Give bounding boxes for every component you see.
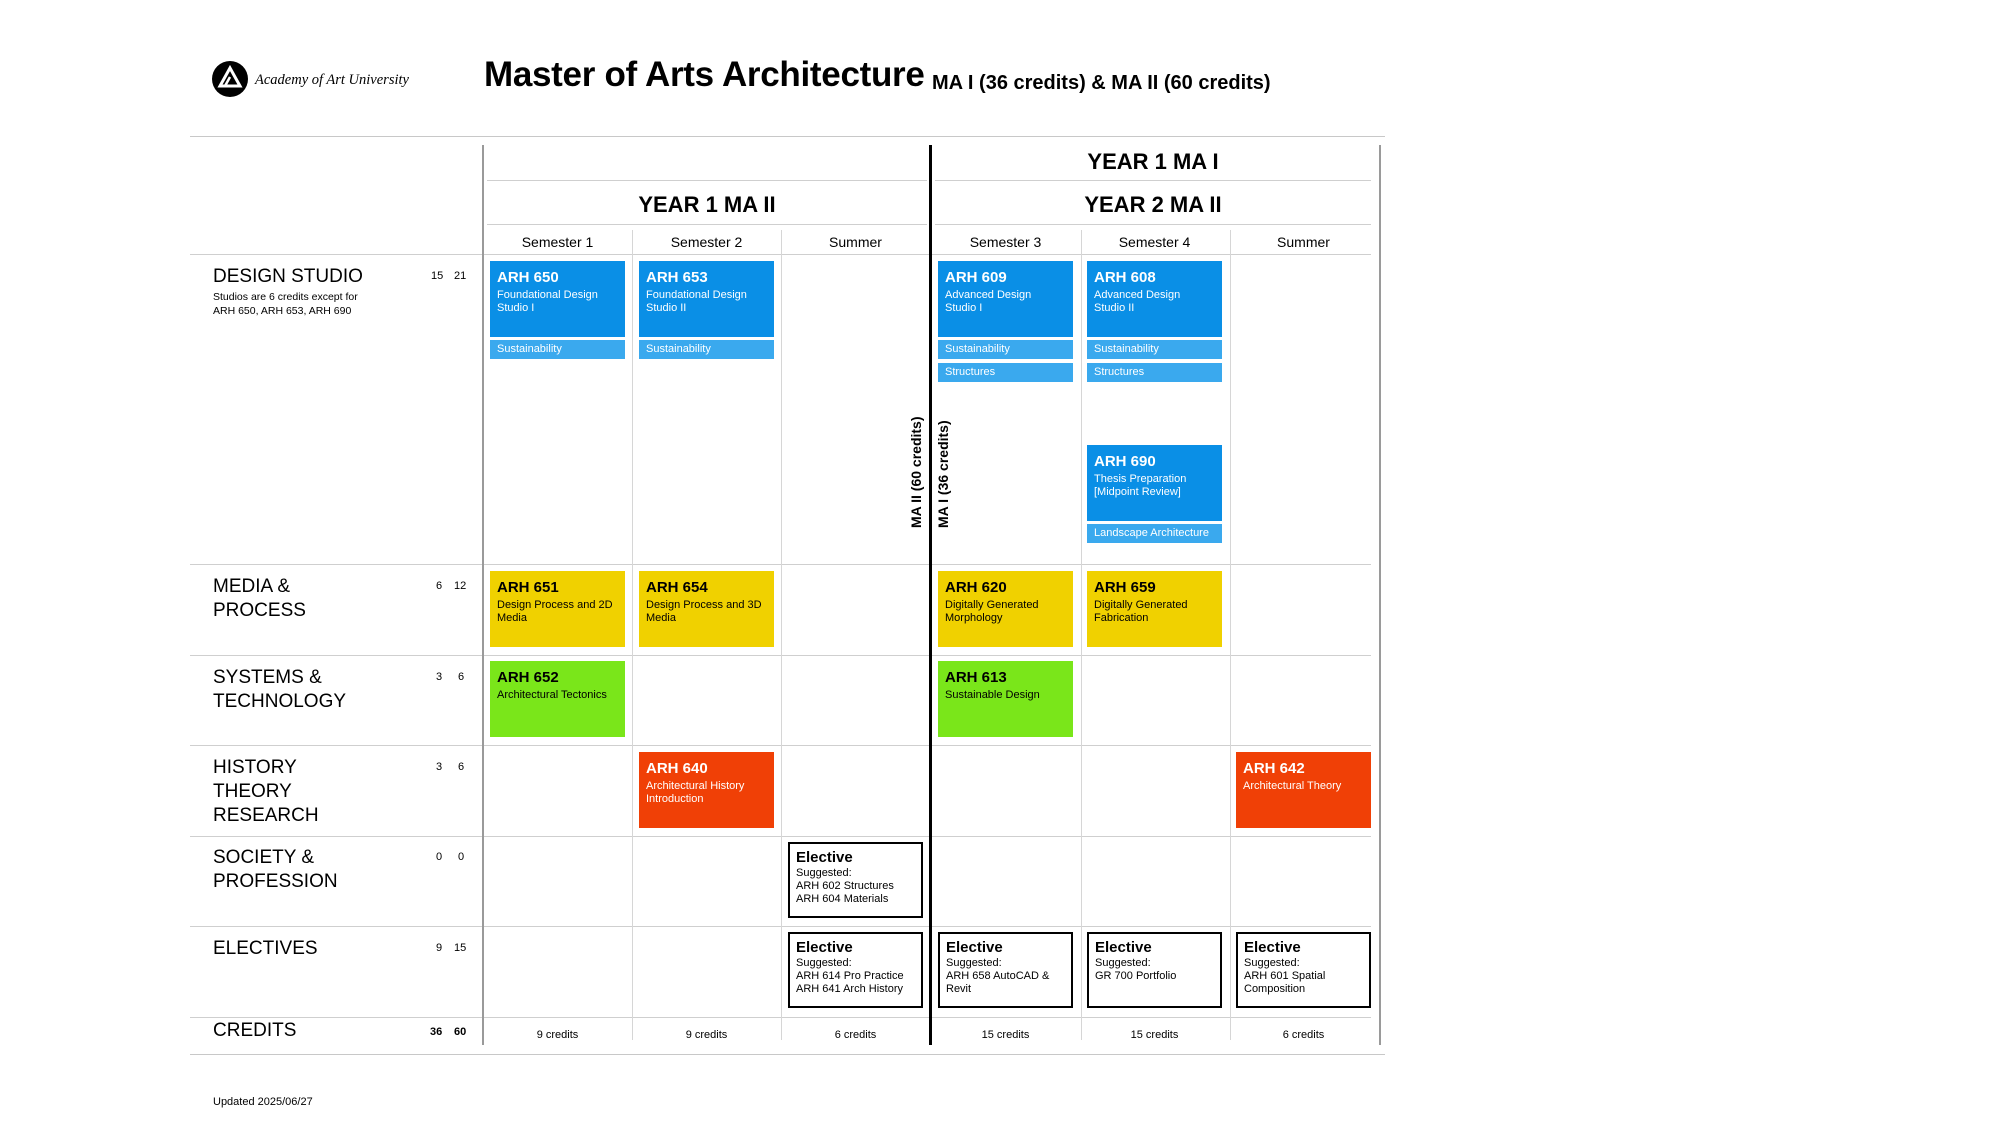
- row-credits-ma1: 15: [431, 270, 444, 282]
- year-header-right-top: YEAR 1 MA I: [1087, 149, 1219, 174]
- total-credits-ma2: 60: [454, 1026, 467, 1038]
- semester-header: Semester 1: [521, 234, 594, 250]
- grid-line: [781, 230, 782, 1040]
- row-label-history-theory-research: HISTORY THEORY RESEARCH: [213, 757, 319, 826]
- grid-line: [190, 1054, 1385, 1055]
- elective-summer-2[interactable]: Elective Suggested: ARH 601 Spatial Composition: [1236, 932, 1371, 1008]
- grid-line: [935, 224, 1371, 225]
- row-credits-ma2: 6: [458, 761, 465, 773]
- row-label-design-studio: DESIGN STUDIO: [213, 266, 363, 287]
- row-credits-ma1: 3: [436, 671, 443, 683]
- semester-header: Semester 4: [1118, 234, 1191, 250]
- tag-sustainability: Sustainability: [639, 340, 774, 359]
- row-credits-ma1: 3: [436, 761, 443, 773]
- semester-header: Semester 2: [670, 234, 743, 250]
- grid-line: [1081, 230, 1082, 1040]
- grid-line: [1230, 230, 1231, 1040]
- row-credits-ma2: 12: [454, 580, 467, 592]
- column-credits: 6 credits: [1282, 1029, 1325, 1041]
- elective-semester-4[interactable]: Elective Suggested: GR 700 Portfolio: [1087, 932, 1222, 1008]
- course-arh-654[interactable]: ARH 654 Design Process and 3D Media: [639, 571, 774, 647]
- ma-divider: [929, 145, 932, 1045]
- grid-line: [1379, 145, 1381, 1045]
- page-title: Master of Arts Architecture: [484, 55, 925, 94]
- elective-society-summer[interactable]: Elective Suggested: ARH 602 Structures ARH 604 Materials: [788, 842, 923, 918]
- column-credits: 15 credits: [981, 1029, 1030, 1041]
- row-credits-ma1: 0: [436, 851, 443, 863]
- grid-line: [487, 180, 927, 181]
- course-arh-659[interactable]: ARH 659 Digitally Generated Fabrication: [1087, 571, 1222, 647]
- semester-header: Semester 3: [969, 234, 1042, 250]
- row-credits-ma2: 15: [454, 942, 467, 954]
- divider-label-ma1: MA I (36 credits): [935, 420, 951, 528]
- course-arh-608[interactable]: ARH 608 Advanced Design Studio II: [1087, 261, 1222, 337]
- tag-sustainability: Sustainability: [938, 340, 1073, 359]
- course-arh-640[interactable]: ARH 640 Architectural History Introduction: [639, 752, 774, 828]
- tag-sustainability: Sustainability: [490, 340, 625, 359]
- course-arh-650[interactable]: ARH 650 Foundational Design Studio I: [490, 261, 625, 337]
- grid-line: [632, 230, 633, 1040]
- row-credits-ma1: 9: [436, 942, 443, 954]
- course-arh-690[interactable]: ARH 690 Thesis Preparation [Midpoint Review]: [1087, 445, 1222, 521]
- row-note-design-studio: Studios are 6 credits except for ARH 650, ARH 653, ARH 690: [213, 291, 358, 317]
- row-credits-ma2: 0: [458, 851, 465, 863]
- row-credits-ma2: 6: [458, 671, 465, 683]
- tag-structures: Structures: [938, 363, 1073, 382]
- grid-line: [935, 180, 1371, 181]
- row-label-electives: ELECTIVES: [213, 938, 318, 959]
- logo-text: Academy of Art University: [255, 72, 409, 88]
- column-credits: 15 credits: [1130, 1029, 1179, 1041]
- course-arh-642[interactable]: ARH 642 Architectural Theory: [1236, 752, 1371, 828]
- header-divider: [190, 136, 1385, 137]
- course-arh-609[interactable]: ARH 609 Advanced Design Studio I: [938, 261, 1073, 337]
- grid-line: [482, 145, 484, 1045]
- course-arh-651[interactable]: ARH 651 Design Process and 2D Media: [490, 571, 625, 647]
- course-arh-620[interactable]: ARH 620 Digitally Generated Morphology: [938, 571, 1073, 647]
- year-header-left: YEAR 1 MA II: [638, 192, 776, 217]
- updated-date: Updated 2025/06/27: [213, 1096, 313, 1108]
- column-credits: 6 credits: [834, 1029, 877, 1041]
- year-header-right-bottom: YEAR 2 MA II: [1084, 192, 1222, 217]
- tag-landscape-architecture: Landscape Architecture: [1087, 524, 1222, 543]
- grid-line: [487, 224, 927, 225]
- row-credits-ma1: 6: [436, 580, 443, 592]
- elective-summer-1[interactable]: Elective Suggested: ARH 614 Pro Practice ARH 641 Arch History: [788, 932, 923, 1008]
- row-label-society-profession: SOCIETY & PROFESSION: [213, 847, 338, 892]
- course-arh-652[interactable]: ARH 652 Architectural Tectonics: [490, 661, 625, 737]
- row-label-credits: CREDITS: [213, 1020, 297, 1041]
- row-credits-ma2: 21: [454, 270, 467, 282]
- divider-label-ma2: MA II (60 credits): [908, 416, 924, 528]
- tag-structures: Structures: [1087, 363, 1222, 382]
- elective-semester-3[interactable]: Elective Suggested: ARH 658 AutoCAD & Revit: [938, 932, 1073, 1008]
- column-credits: 9 credits: [536, 1029, 579, 1041]
- semester-header: Summer: [1277, 234, 1330, 250]
- academy-logo-icon: [212, 61, 248, 97]
- total-credits-ma1: 36: [430, 1026, 443, 1038]
- course-arh-653[interactable]: ARH 653 Foundational Design Studio II: [639, 261, 774, 337]
- semester-header: Summer: [829, 234, 882, 250]
- course-arh-613[interactable]: ARH 613 Sustainable Design: [938, 661, 1073, 737]
- page-subtitle: MA I (36 credits) & MA II (60 credits): [932, 72, 1271, 94]
- column-credits: 9 credits: [685, 1029, 728, 1041]
- tag-sustainability: Sustainability: [1087, 340, 1222, 359]
- row-label-media-process: MEDIA & PROCESS: [213, 576, 306, 621]
- row-label-systems-technology: SYSTEMS & TECHNOLOGY: [213, 667, 347, 712]
